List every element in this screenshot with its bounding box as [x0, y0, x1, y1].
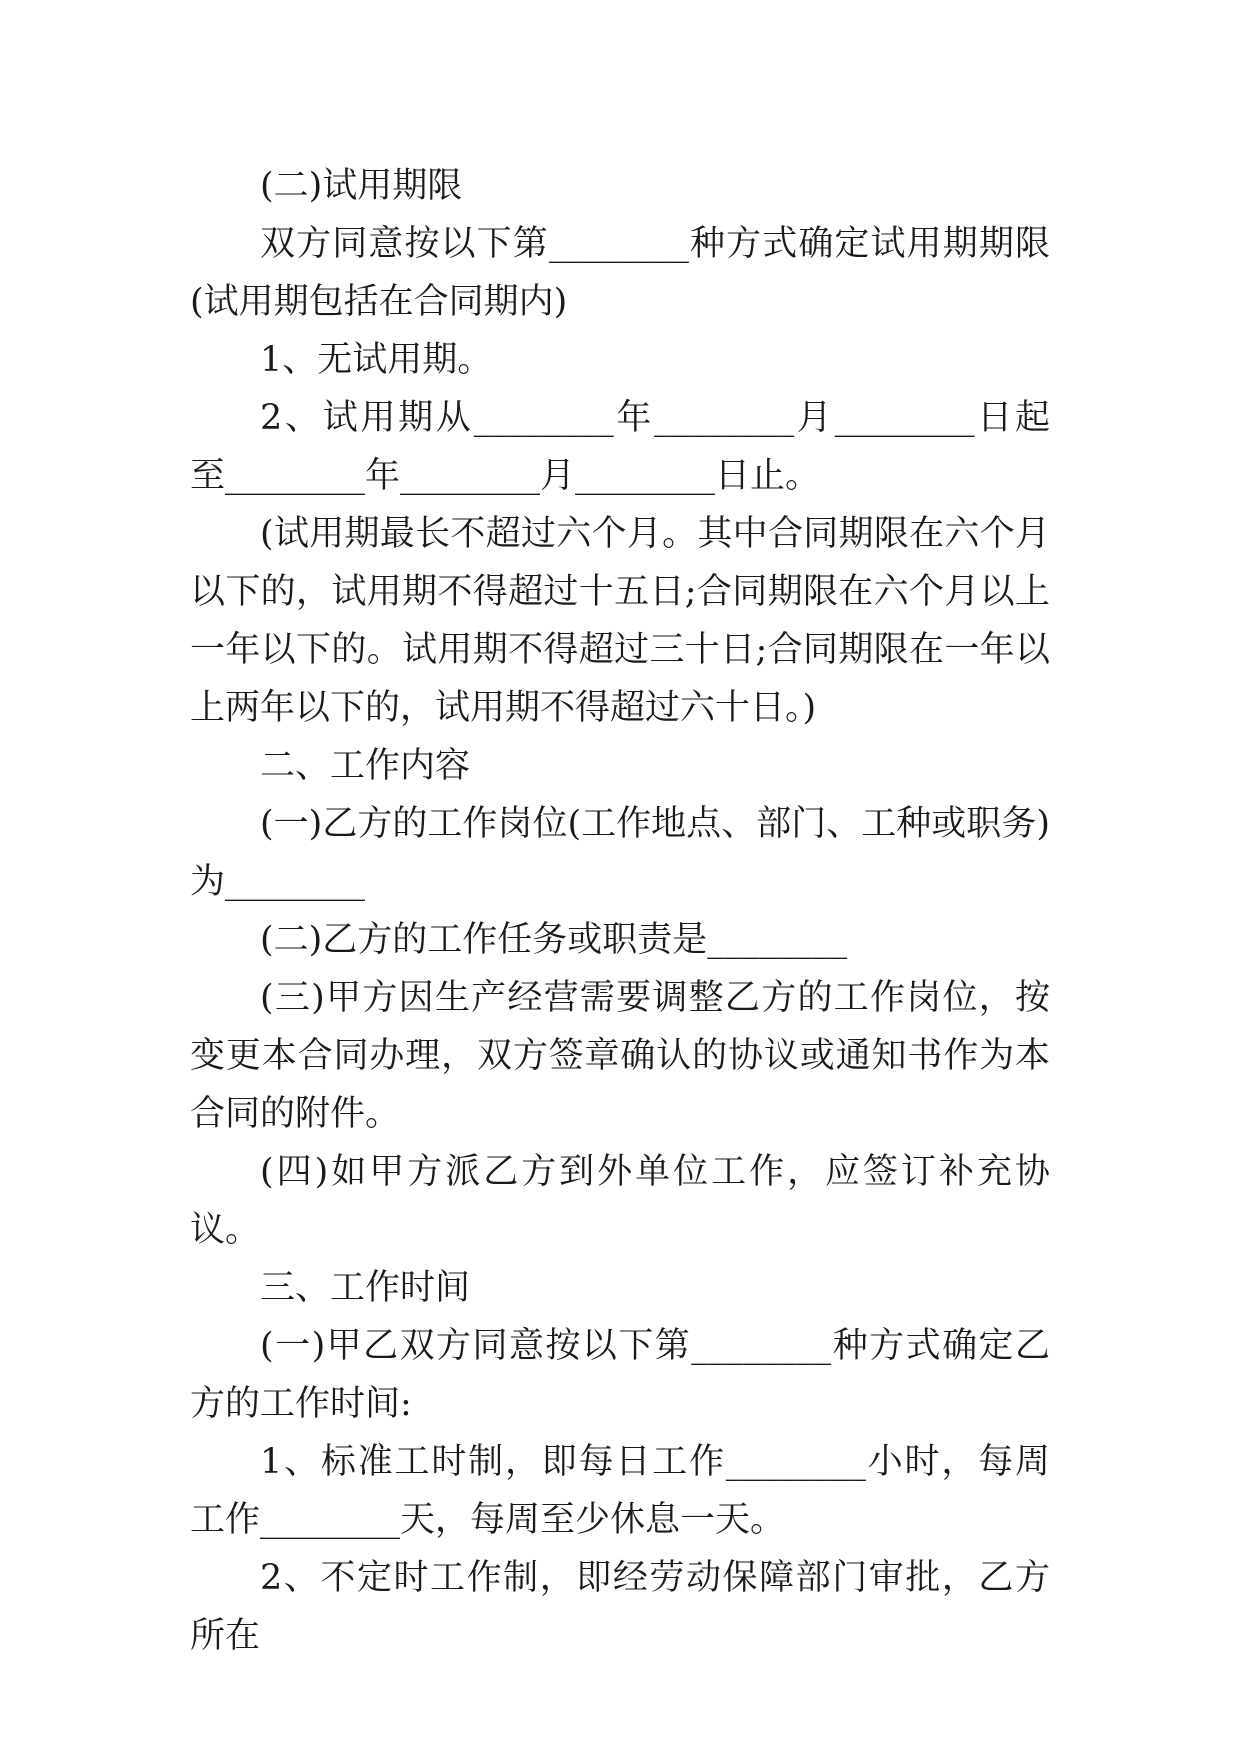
document-page	[190, 157, 1050, 1665]
section-heading-work-time: 三、工作时间	[260, 1268, 471, 1308]
paragraph-probation-heading: (二)试用期限	[260, 166, 463, 206]
paragraph-probation-dates: 2、试用期从________年________月________日起至________年________月________日止。	[190, 398, 1050, 496]
paragraph-standard-hours: 1、标准工时制，即每日工作________小时，每周工作________天，每周至少休息一天。	[190, 1442, 1050, 1540]
paragraph-external-assignment: (四)如甲方派乙方到外单位工作，应签订补充协议。	[190, 1152, 1050, 1250]
paragraph-probation-note: (试用期最长不超过六个月。其中合同期限在六个月以下的，试用期不得超过十五日;合同期限在六个月以上一年以下的。试用期不得超过三十日;合同期限在一年以上两年以下的，试用期不得超过六十日。)	[190, 514, 1050, 728]
paragraph-probation-method: 双方同意按以下第________种方式确定试用期期限(试用期包括在合同期内)	[190, 224, 1050, 322]
paragraph-work-duties: (二)乙方的工作任务或职责是________	[260, 920, 848, 960]
paragraph-work-position: (一)乙方的工作岗位(工作地点、部门、工种或职务)为________	[190, 804, 1050, 902]
paragraph-no-probation: 1、无试用期。	[260, 340, 493, 380]
section-heading-work-content: 二、工作内容	[260, 746, 471, 786]
paragraph-work-time-method: (一)甲乙双方同意按以下第________种方式确定乙方的工作时间:	[190, 1326, 1050, 1424]
paragraph-position-change: (三)甲方因生产经营需要调整乙方的工作岗位，按变更本合同办理，双方签章确认的协议或通知书作为本合同的附件。	[190, 978, 1050, 1134]
paragraph-flexible-hours: 2、不定时工作制，即经劳动保障部门审批，乙方所在	[190, 1558, 1050, 1656]
